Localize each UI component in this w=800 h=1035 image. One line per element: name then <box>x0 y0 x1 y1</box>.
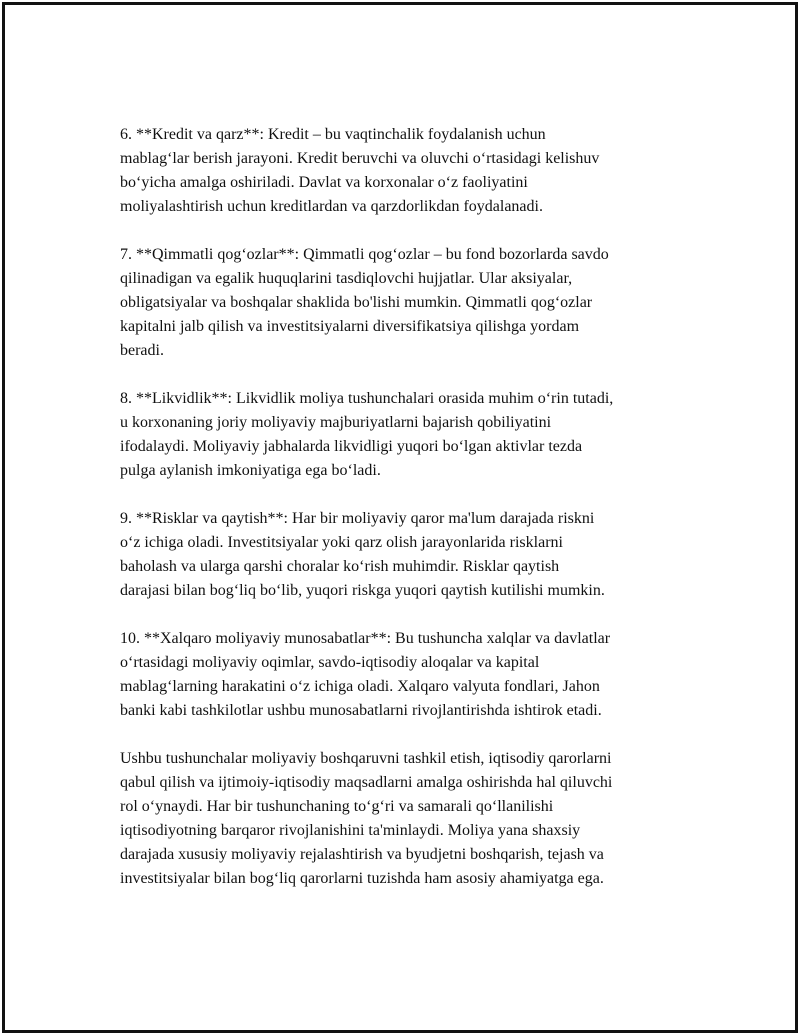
text-line: 8. **Likvidlik**: Likvidlik moliya tushunchalari orasida muhim o‘rin tutadi, <box>120 390 614 407</box>
text-line: kapitalni jalb qilish va investitsiyalarni diversifikatsiya qilishga yordam <box>120 318 580 335</box>
text-line: qabul qilish va ijtimoiy-iqtisodiy maqsadlarni amalga oshirishda hal qiluvchi <box>120 774 613 791</box>
text-line: 6. **Kredit va qarz**: Kredit – bu vaqtinchalik foydalanish uchun <box>120 126 546 143</box>
text-line: bo‘yicha amalga oshiriladi. Davlat va korxonalar o‘z faoliyatini <box>120 174 528 191</box>
text-line: qilinadigan va egalik huquqlarini tasdiqlovchi hujjatlar. Ular aksiyalar, <box>120 270 573 287</box>
text-line: investitsiyalar bilan bog‘liq qarorlarni tuzishda ham asosiy ahamiyatga ega. <box>120 870 604 887</box>
paragraph-conclusion <box>120 747 710 891</box>
text-line: Ushbu tushunchalar moliyaviy boshqaruvni tashkil etish, iqtisodiy qarorlarni <box>120 750 612 767</box>
paragraph-qimmatli-qogozlar <box>120 243 710 363</box>
text-line: moliyalashtirish uchun kreditlardan va qarzdorlikdan foydalanadi. <box>120 198 543 215</box>
text-line: darajada xususiy moliyaviy rejalashtirish va byudjetni boshqarish, tejash va <box>120 846 604 863</box>
text-line: iqtisodiyotning barqaror rivojlanishini ta'minlaydi. Moliya yana shaxsiy <box>120 822 581 839</box>
text-line: u korxonaning joriy moliyaviy majburiyatlarni bajarish qobiliyatini <box>120 414 552 431</box>
paragraph-kredit-va-qarz <box>120 123 710 219</box>
text-line: beradi. <box>120 342 164 359</box>
text-line: o‘z ichiga oladi. Investitsiyalar yoki qarz olish jarayonlarida risklarni <box>120 534 563 551</box>
text-line: 7. **Qimmatli qog‘ozlar**: Qimmatli qog‘ozlar – bu fond bozorlarda savdo <box>120 246 609 263</box>
text-line: ifodalaydi. Moliyaviy jabhalarda likvidligi yuqori bo‘lgan aktivlar tezda <box>120 438 583 455</box>
text-line: pulga aylanish imkoniyatiga ega bo‘ladi. <box>120 462 381 479</box>
text-line: o‘rtasidagi moliyaviy oqimlar, savdo-iqtisodiy aloqalar va kapital <box>120 654 540 671</box>
document-page <box>2 2 798 1033</box>
text-line: obligatsiyalar va boshqalar shaklida bo'lishi mumkin. Qimmatli qog‘ozlar <box>120 294 593 311</box>
text-line: 9. **Risklar va qaytish**: Har bir moliyaviy qaror ma'lum darajada riskni <box>120 510 595 527</box>
text-line: baholash va ularga qarshi choralar ko‘rish muhimdir. Risklar qaytish <box>120 558 560 575</box>
paragraph-xalqaro-moliyaviy-munosabatlar <box>120 627 710 723</box>
text-line: mablag‘lar berish jarayoni. Kredit beruvchi va oluvchi o‘rtasidagi kelishuv <box>120 150 600 167</box>
text-line: rol o‘ynaydi. Har bir tushunchaning to‘g‘ri va samarali qo‘llanilishi <box>120 798 554 815</box>
document-body <box>120 123 710 915</box>
text-line: mablag‘larning harakatini o‘z ichiga oladi. Xalqaro valyuta fondlari, Jahon <box>120 678 600 695</box>
text-line: 10. **Xalqaro moliyaviy munosabatlar**: Bu tushuncha xalqlar va davlatlar <box>120 630 611 647</box>
text-line: darajasi bilan bog‘liq bo‘lib, yuqori riskga yuqori qaytish kutilishi mumkin. <box>120 582 605 599</box>
paragraph-likvidlik <box>120 387 710 483</box>
paragraph-risklar-va-qaytish <box>120 507 710 603</box>
text-line: banki kabi tashkilotlar ushbu munosabatlarni rivojlantirishda ishtirok etadi. <box>120 702 602 719</box>
